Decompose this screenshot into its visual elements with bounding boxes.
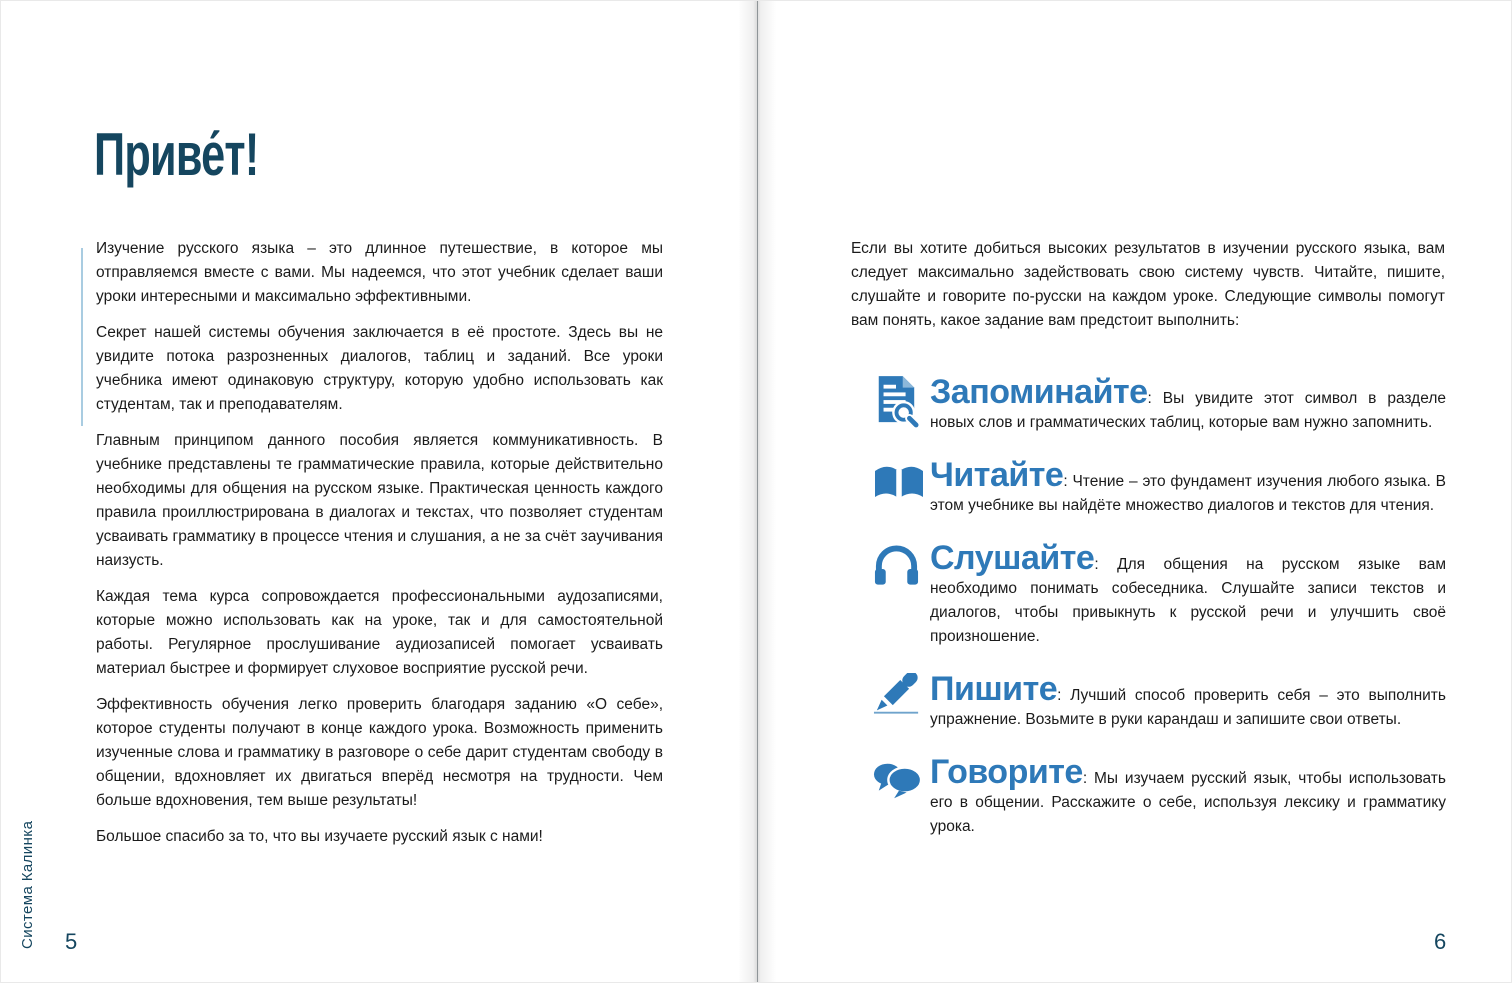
legend-text-memorize: : Вы увидите этот символ в разделе новых слов и грамматических таблиц, которые вам нужно запомнить. <box>930 390 1446 431</box>
symbols-legend <box>873 373 1446 860</box>
legend-entry <box>930 456 1446 518</box>
page-number-left: 5 <box>65 929 78 954</box>
legend-entry <box>930 373 1446 435</box>
legend-heading-memorize: Запоминайте <box>930 373 1148 411</box>
brand-vertical-label: Система Калинка <box>19 820 36 949</box>
legend-heading-read: Читайте <box>930 456 1064 494</box>
pencil-icon <box>873 673 925 715</box>
legend-text-speak: : Мы изучаем русский язык, чтобы использовать его в общении. Расскажите о себе, используя лексику и грамматику урока. <box>930 770 1446 835</box>
legend-entry <box>930 539 1446 649</box>
accent-rule <box>81 248 83 426</box>
page-title: Приве́т! <box>94 121 259 188</box>
paragraph: Изучение русского языка – это длинное путешествие, в которое мы отправляемся вместе с вами. Мы надеемся, что этот учебник сделает ваши уроки интересными и максимально эффективными. <box>96 240 663 305</box>
legend-item-speak <box>873 753 1446 839</box>
legend-heading-speak: Говорите <box>930 753 1083 791</box>
legend-text-write: : Лучший способ проверить себя – это выполнить упражнение. Возьмите в руки карандаш и запишите свои ответы. <box>930 687 1446 728</box>
paragraph: Главным принципом данного пособия является коммуникативность. В учебнике представлены те грамматические правила, которые действительно необходимы для общения на русском языке. Практическая ценность каждого правила проиллюстрирована в диалогах и текстах, что позволяет студентам усваивать грамматику в процессе чтения и слушания, а не за счёт заучивания наизусть. <box>96 432 663 569</box>
legend-entry <box>930 670 1446 732</box>
book-spine-line <box>757 1 758 982</box>
book-spine <box>738 1 776 982</box>
legend-heading-write: Пишите <box>930 670 1058 708</box>
document-search-icon <box>873 375 925 429</box>
legend-text-read: : Чтение – это фундамент изучения любого языка. В этом учебнике вы найдёте множество диалогов и текстов для чтения. <box>930 473 1446 514</box>
paragraph: Большое спасибо за то, что вы изучаете русский язык с нами! <box>96 828 543 845</box>
paragraph: Каждая тема курса сопровождается профессиональными аудозаписями, которые можно использовать как на уроке, так и для самостоятельной работы. Регулярное прослушивание аудиозаписей помогает усваивать материал быстрее и формирует слуховое восприятие русской речи. <box>96 588 663 677</box>
speech-bubbles-icon <box>873 761 925 801</box>
legend-item-write <box>873 670 1446 732</box>
legend-heading-listen: Слушайте <box>930 539 1095 577</box>
paragraph: Эффективность обучения легко проверить благодаря заданию «О себе», которое студенты получают в конце каждого урока. Возможность применить изученные слова и грамматику в разговоре о себе дарит студентам свободу в общении, вдохновляет их двигаться вперёд несмотря на трудности. Чем больше вдохновения, тем выше результаты! <box>96 696 663 809</box>
legend-item-read <box>873 456 1446 518</box>
open-book-icon <box>873 464 925 502</box>
right-page-intro: Если вы хотите добиться высоких результатов в изучении русского языка, вам следует максимально задействовать свою систему чувств. Читайте, пишите, слушайте и говорите по-русски на каждом уроке. Следующие символы помогут вам понять, какое задание вам предстоит выполнить: <box>851 240 1445 329</box>
legend-entry <box>930 753 1446 839</box>
page-number-right: 6 <box>1434 929 1447 954</box>
paragraph: Секрет нашей системы обучения заключается в её простоте. Здесь вы не увидите потока разрозненных диалогов, таблиц и заданий. Все уроки учебника имеют одинаковую структуру, которую удобно использовать как студентам, так и преподавателям. <box>96 324 663 413</box>
left-page-body <box>96 237 663 861</box>
legend-item-memorize <box>873 373 1446 435</box>
headphones-icon <box>873 544 925 590</box>
legend-text-listen: : Для общения на русском языке вам необходимо понимать собеседника. Слушайте записи текстов и диалогов, чтобы привыкнуть к русской речи и улучшить своё произношение. <box>930 556 1446 645</box>
legend-item-listen <box>873 539 1446 649</box>
